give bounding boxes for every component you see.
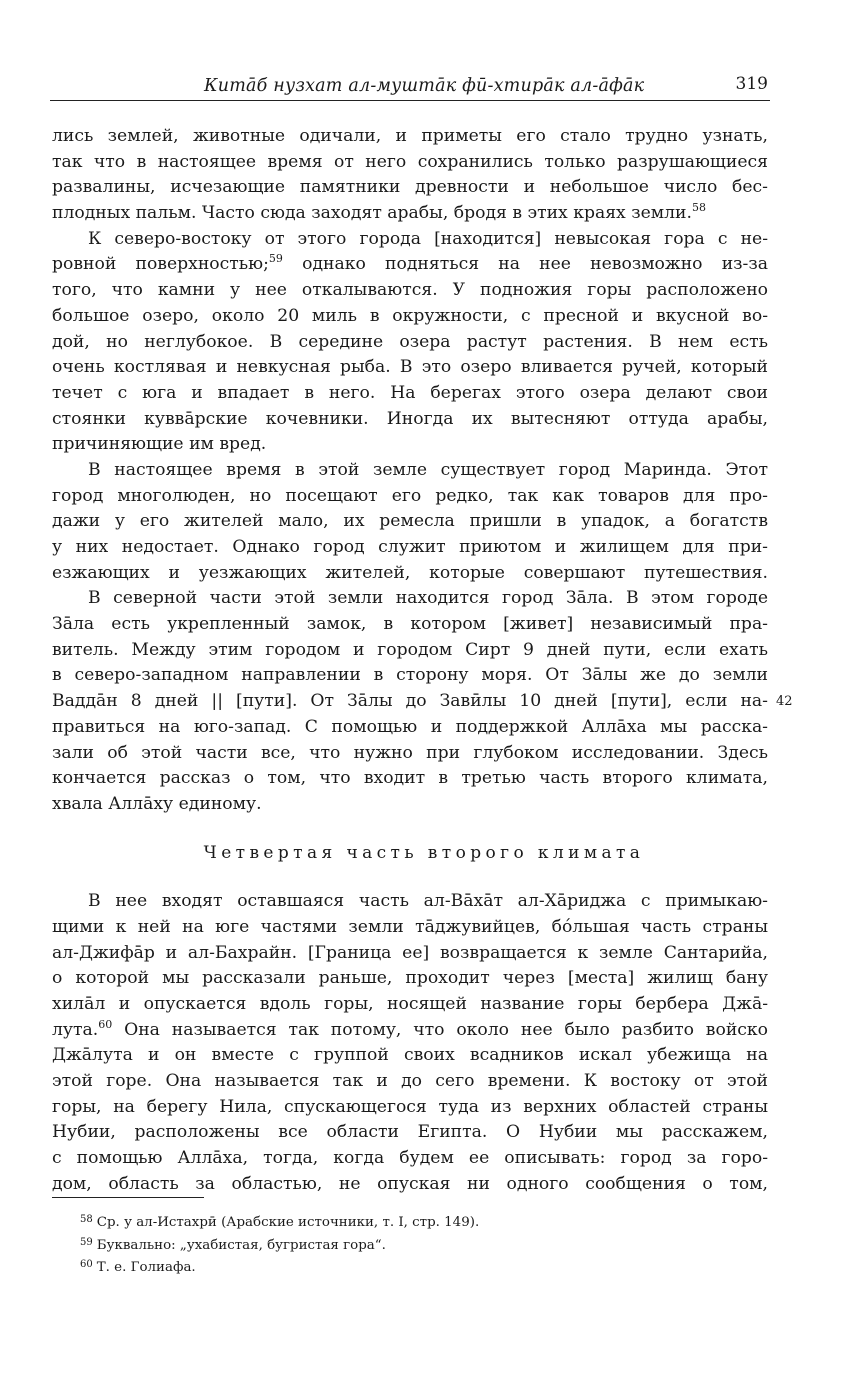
- footnote: [80, 1210, 479, 1233]
- text-line: стоянки куввāрские кочевники. Иногда их вытесняют оттуда арабы,: [52, 408, 768, 429]
- text-line: кончается рассказ о том, что входит в третью часть второго климата,: [52, 768, 768, 789]
- footnote-ref: 58: [691, 201, 706, 215]
- text-line: город многолюден, но посещают его редко, так как товаров для про-: [52, 485, 768, 506]
- text-line: В северной части этой земли находится город Зāла. В этом городе: [88, 588, 768, 609]
- text-segment: лута.$^{60}$ Она называется так потому, что около нее было разбито войско: [52, 1017, 768, 1040]
- text-line: [52, 201, 768, 227]
- text-line: хилāл и опускается вдоль горы, носящей название горы бербера Джā-: [52, 994, 768, 1014]
- text-line: дажи у его жителей мало, их ремесла пришли в упадок, а богатств: [52, 511, 768, 532]
- footnotes: [80, 1210, 479, 1278]
- text-line: о которой мы рассказали раньше, проходит через [места] жилищ бану: [52, 968, 768, 989]
- text-line: щими к ней на юге частями земли тāджувийцев, бóльшая часть страны: [52, 916, 768, 937]
- running-title: Китāб нузхат ал-муштāк фӣ-хтирāк ал-āфāк: [204, 76, 645, 96]
- footnote-text: Т. е. Голиафа.: [96, 1260, 196, 1275]
- margin-number: 42: [776, 694, 793, 709]
- text-line: у них недостает. Однако город служит приютом и жилищем для при-: [52, 537, 768, 557]
- text-line: Зāла есть укрепленный замок, в котором [живет] независимый пра-: [52, 614, 768, 635]
- text-line: В настоящее время в этой земле существует город Маринда. Этот: [88, 459, 768, 480]
- text-line: правиться на юго-запад. С помощью и поддержкой Аллāха мы расска-: [52, 716, 768, 737]
- text-line: ал-Джифāр и ал-Бахрайн. [Граница ее] возвращается к земле Сантарийа,: [52, 942, 768, 963]
- footnote-ref: 59: [268, 252, 283, 266]
- text-line: лись землей, животные одичали, и приметы его стало трудно узнать,: [52, 126, 768, 146]
- text-line: Ваддāн 8 дней || [пути]. От Зāлы до Завӣлы 10 дней [пути], если на-: [52, 691, 768, 712]
- footnote-ref: 60: [98, 1017, 113, 1031]
- text-line: течет с юга и впадает в него. На берегах этого озера делают свои: [52, 382, 768, 403]
- footnote-number: 59: [80, 1236, 93, 1248]
- text-line: К северо-востоку от этого города [находится] невысокая гора с не-: [88, 228, 768, 249]
- text-line: большое озеро, около 20 миль в окружности, с пресной и вкусной во-: [52, 305, 768, 326]
- text-segment: ровной поверхностью;: [52, 254, 269, 275]
- text-segment: плодных пальм. Часто сюда заходят арабы, бродя в этих краях земли.: [52, 203, 692, 224]
- text-line: В нее входят оставшаяся часть ал-Вāхāт ал-Хāриджа с примыкаю-: [88, 891, 768, 912]
- text-line: витель. Между этим городом и городом Сирт 9 дней пути, если ехать: [52, 639, 768, 660]
- text-line: в северо-западном направлении в сторону моря. От Зāлы же до земли: [52, 665, 768, 686]
- paragraph: [52, 124, 768, 227]
- text-line: с помощью Аллāха, тогда, когда будем ее описывать: город за горо-: [52, 1148, 768, 1169]
- paragraph: [52, 227, 768, 458]
- text-line: Джāлута и он вместе с группой своих всадников искал убежища на: [52, 1045, 768, 1066]
- text-line: этой горе. Она называется так и до сего времени. К востоку от этой: [52, 1071, 768, 1092]
- text-line: зали об этой части все, что нужно при глубоком исследовании. Здесь: [52, 742, 768, 763]
- text-line: горы, на берегу Нила, спускающегося туда из верхних областей страны: [52, 1096, 768, 1117]
- text-line: очень костлявая и невкусная рыба. В это озеро вливается ручей, который: [52, 357, 768, 378]
- text-line: так что в настоящее время от него сохранились только разрушающиеся: [52, 151, 768, 172]
- text-line: причиняющие им вред.: [52, 434, 267, 455]
- text-line: Нубии, расположены все области Египта. О Нубии мы расскажем,: [52, 1122, 768, 1143]
- text-line: того, что камни у нее откалываются. У подножия горы расположено: [52, 280, 768, 301]
- main-text: [52, 124, 768, 1198]
- running-header: [50, 74, 770, 101]
- paragraph: [52, 889, 768, 1197]
- page-number: 319: [735, 74, 768, 94]
- text-line: дой, но неглубокое. В середине озера растут растения. В нем есть: [52, 331, 768, 352]
- text-line: ровной поверхностью;$^{59}$ однако подняться на нее невозможно из-за: [52, 252, 768, 275]
- paragraph: [52, 458, 768, 586]
- footnote: [80, 1255, 479, 1278]
- footnote-text: Буквально: „ухабистая, бугристая гора“.: [96, 1237, 386, 1253]
- text-line: развалины, исчезающие памятники древности и небольшое число бес-: [52, 177, 768, 198]
- text-line: хвала Аллāху единому.: [52, 793, 262, 814]
- text-line: дом, область за областью, не опуская ни одного сообщения о том,: [52, 1173, 768, 1194]
- section-heading: Четвертая часть второго климата: [203, 842, 645, 863]
- footnote-number: 58: [80, 1214, 93, 1225]
- text-line: [52, 1018, 768, 1044]
- footnote-number: 60: [80, 1259, 93, 1270]
- footnote-text: Ср. у ал-Истахрӣ (Арабские источники, т. I, стр. 149).: [96, 1215, 480, 1230]
- text-line: езжающих и уезжающих жителей, которые совершают путешествия.: [52, 562, 768, 583]
- footnote-divider: [52, 1197, 204, 1198]
- paragraph: [52, 586, 768, 817]
- footnote: [80, 1233, 479, 1256]
